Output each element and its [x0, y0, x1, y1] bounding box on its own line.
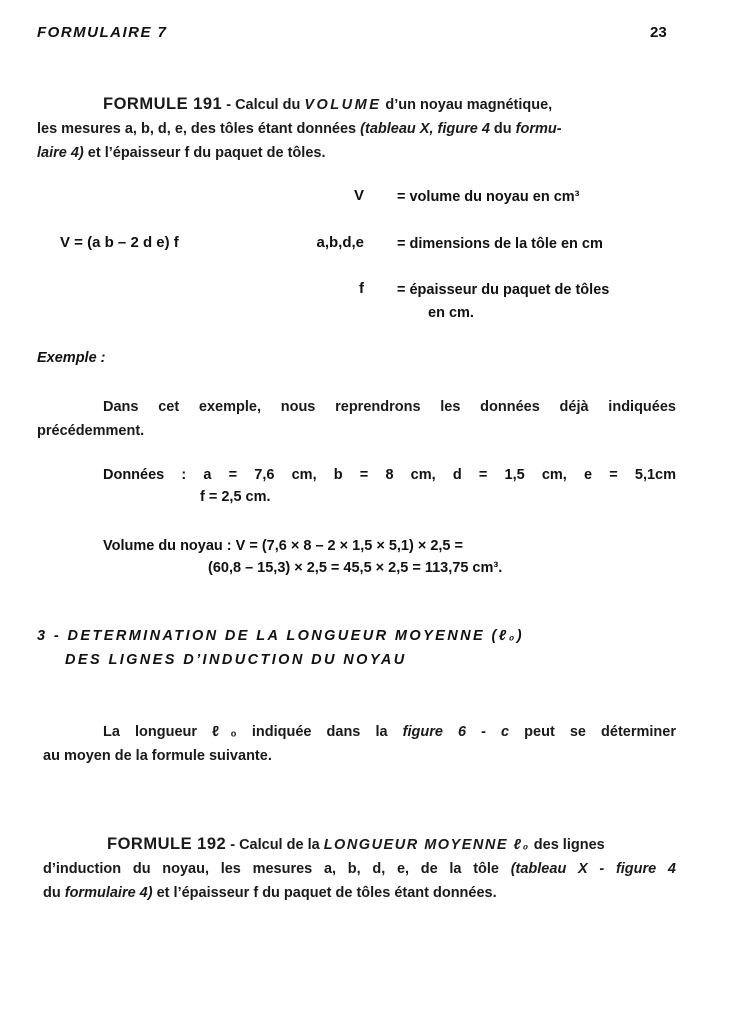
variable-definition: = dimensions de la tôle en cm: [397, 236, 603, 252]
variable-symbol: f: [359, 280, 364, 297]
example-data-line2: f = 2,5 cm.: [200, 489, 271, 505]
formula-192-keyword: LONGUEUR MOYENNE ℓ₀: [323, 837, 530, 853]
formula-191-paragraph: FORMULE 191 - Calcul du VOLUME d’un noyau magnétique, les mesures a, b, d, e, des tôles étant données (tableau X, figure 4 du formu- laire 4) et l’épaisseur f du paquet de tôles.: [37, 95, 562, 161]
formula-192-paragraph: FORMULE 192 - Calcul de la LONGUEUR MOYENNE ℓ₀ des lignes d’induction du noyau, les mesures a, b, d, e, de la tôle (tableau X - figure 4 du formulaire 4) et l’épaisseur f du paquet de tôles étant données.: [43, 835, 676, 901]
example-volume-line2: (60,8 – 15,3) × 2,5 = 45,5 × 2,5 = 113,75 cm³.: [208, 560, 503, 576]
page-number: 23: [650, 24, 667, 41]
variable-definition: = épaisseur du paquet de tôles: [397, 282, 610, 298]
formula-192-label: FORMULE 192: [107, 835, 227, 853]
example-data-line1: Données : a = 7,6 cm, b = 8 cm, d = 1,5 cm, e = 5,1cm: [103, 467, 676, 483]
variable-definition-continued: en cm.: [428, 305, 474, 321]
volume-formula: V = (a b – 2 d e) f: [60, 234, 179, 251]
variable-symbol: a,b,d,e: [316, 234, 364, 251]
variable-symbol: V: [353, 187, 364, 204]
formula-191-label: FORMULE 191: [103, 95, 223, 113]
example-heading: Exemple :: [37, 350, 106, 366]
variable-definition: = volume du noyau en cm³: [397, 189, 580, 205]
running-header: FORMULAIRE 7: [37, 24, 168, 41]
section-paragraph: La longueur ℓ₀ indiquée dans la figure 6 - c peut se déterminer au moyen de la formule suivante.: [43, 724, 676, 764]
formula-191-keyword: VOLUME: [304, 97, 382, 113]
section-heading: 3 - DETERMINATION DE LA LONGUEUR MOYENNE (ℓ₀) DES LIGNES D’INDUCTION DU NOYAU: [37, 628, 524, 668]
example-intro: Dans cet exemple, nous reprendrons les données déjà indiquées précédemment.: [37, 399, 676, 439]
example-volume-line1: Volume du noyau : V = (7,6 × 8 – 2 × 1,5 × 5,1) × 2,5 =: [103, 538, 463, 554]
